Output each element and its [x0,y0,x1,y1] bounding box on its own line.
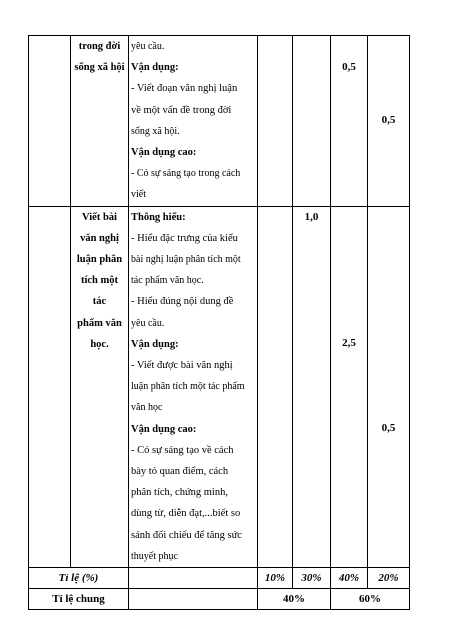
ratio-vandung: 40% [331,568,368,589]
ratio-label: Tỉ lệ (%) [29,568,129,589]
requirement-line: bài nghị luận phân tích một [131,254,241,266]
requirement-line: văn học [131,402,163,414]
requirement-line: sánh đối chiếu để tăng sức [131,529,242,541]
table-row [29,206,410,567]
requirement-line: Thông hiểu: [131,211,186,223]
ratio-empty-cell [129,568,258,589]
score-value: 0,5 [381,421,396,434]
score-value: 0,5 [381,114,396,126]
requirement-line: - Có sự sáng tạo trong cách [131,168,241,180]
requirement-line: yêu cầu. [131,317,165,329]
requirement-cell [129,206,258,567]
ratio-vandungcao: 20% [368,568,410,589]
general-ratio-low: 40% [258,589,331,610]
index-cell [29,206,71,567]
requirement-line: sống xã hội. [131,125,180,137]
table-row [29,36,410,207]
requirement-line: - Viết được bài văn nghị [131,360,233,372]
requirement-line: tác phẩm văn học. [131,275,204,287]
topic-line: Viết bài [82,211,117,223]
index-cell [29,36,71,207]
topic-cell [71,36,129,207]
requirement-line: luận phân tích một tác phẩm [131,381,245,393]
requirement-line: - Hiểu đúng nội dung đề [131,296,234,308]
requirement-line: về một vấn đề trong đời [131,104,232,116]
score-nhanbiet-cell [258,206,293,567]
topic-line: trong đời [78,41,121,52]
requirement-line: yêu cầu. [131,41,165,52]
requirement-cell [129,36,258,207]
general-ratio-row [29,589,410,610]
requirement-line: Vận dụng: [131,338,179,350]
score-value: 1,0 [304,210,319,223]
requirement-line: viết [131,189,146,201]
topic-cell [71,206,129,567]
requirement-line: phân tích, chứng minh, [131,487,228,499]
requirement-line: Vận dụng: [131,62,179,74]
score-value: 2,5 [342,336,356,349]
requirement-line: Vận dụng cao: [131,147,197,159]
topic-line: tích một tác [80,275,119,308]
score-vandungcao-cell [368,36,410,207]
general-ratio-label: Tỉ lệ chung [29,589,129,610]
requirement-line: thuyết phục [131,550,178,562]
ratio-nhanbiet: 10% [258,568,293,589]
requirement-line: dùng từ, diễn đạt,...biết so [131,508,241,520]
requirement-line: - Hiểu đặc trưng của kiểu [131,232,238,244]
assessment-matrix-table [28,35,410,610]
topic-line: luận phân [76,254,123,266]
score-nhanbiet-cell [258,36,293,207]
topic-line: phẩm văn [77,317,122,329]
topic-line: học. [90,338,109,350]
general-empty-cell [129,589,258,610]
topic-line: văn nghị [80,232,119,244]
requirement-line: bày tỏ quan điểm, cách [131,466,229,478]
score-vandung-cell [331,36,368,207]
ratio-row [29,568,410,589]
requirement-line: - Có sự sáng tạo về cách [131,444,234,456]
requirement-line: - Viết đoạn văn nghị luận [131,83,238,95]
score-thonghieu-cell [293,206,331,567]
general-ratio-high: 60% [331,589,410,610]
score-vandung-cell [331,206,368,567]
score-value: 0,5 [342,61,356,73]
ratio-thonghieu: 30% [293,568,331,589]
score-vandungcao-cell [368,206,410,567]
topic-line: sống xã hội [74,62,125,74]
requirement-line: Vận dụng cao: [131,423,197,435]
score-thonghieu-cell [293,36,331,207]
